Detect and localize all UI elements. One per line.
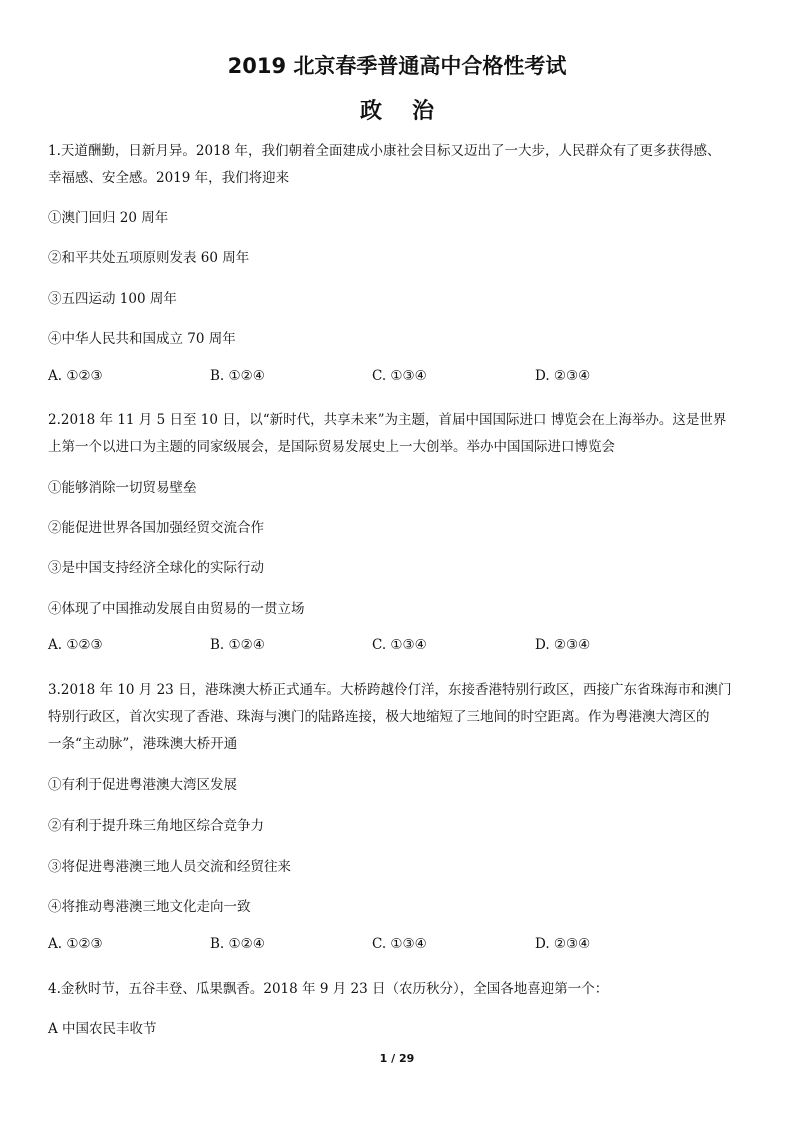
q1-option-b: B. ①②④ bbox=[210, 368, 265, 384]
q1-item-1: ①澳门回归 20 周年 bbox=[48, 210, 169, 226]
q1-option-c: C. ①③④ bbox=[372, 368, 427, 384]
q2-option-c: C. ①③④ bbox=[372, 637, 427, 653]
q2-stem-line-1: 2.2018 年 11 月 5 日至 10 日，以“新时代，共享未来”为主题，首届中国国际进口 博览会在上海举办。这是世界 bbox=[48, 412, 727, 428]
q2-item-4: ④体现了中国推动发展自由贸易的一贯立场 bbox=[48, 601, 305, 617]
q3-option-b: B. ①②④ bbox=[210, 936, 265, 952]
q3-stem-line-1: 3.2018 年 10 月 23 日，港珠澳大桥正式通车。大桥跨越伶仃洋，东接香港特别行政区，西接广东省珠海市和澳门 bbox=[48, 682, 732, 698]
q3-item-1: ①有利于促进粤港澳大湾区发展 bbox=[48, 777, 237, 793]
q2-option-d: D. ②③④ bbox=[535, 637, 591, 653]
q3-item-2: ②有利于提升珠三角地区综合竞争力 bbox=[48, 818, 264, 834]
q1-item-4: ④中华人民共和国成立 70 周年 bbox=[48, 331, 236, 347]
q2-option-a: A. ①②③ bbox=[48, 637, 103, 653]
q2-item-2: ②能促进世界各国加强经贸交流合作 bbox=[48, 520, 264, 536]
q3-option-c: C. ①③④ bbox=[372, 936, 427, 952]
q3-item-4: ④将推动粤港澳三地文化走向一致 bbox=[48, 899, 251, 915]
exam-title: 2019 北京春季普通高中合格性考试 bbox=[227, 54, 567, 78]
q1-stem-line-1: 1.天道酬勤，日新月异。2018 年，我们朝着全面建成小康社会目标又迈出了一大步，人民群众有了更多获得感、 bbox=[48, 143, 721, 159]
q3-stem-line-3: 一条“主动脉”，港珠澳大桥开通 bbox=[48, 736, 238, 752]
q1-item-2: ②和平共处五项原则发表 60 周年 bbox=[48, 250, 250, 266]
page-number: 1 / 29 bbox=[379, 1052, 415, 1065]
q2-option-b: B. ①②④ bbox=[210, 637, 265, 653]
q1-option-a: A. ①②③ bbox=[48, 368, 103, 384]
q2-item-3: ③是中国支持经济全球化的实际行动 bbox=[48, 560, 264, 576]
q4-option-a: A 中国农民丰收节 bbox=[48, 1021, 157, 1037]
q3-stem-line-2: 特别行政区，首次实现了香港、珠海与澳门的陆路连接，极大地缩短了三地间的时空距离。作为粤港澳大湾区的 bbox=[48, 709, 710, 725]
q1-item-3: ③五四运动 100 周年 bbox=[48, 291, 177, 307]
q2-stem-line-2: 上第一个以进口为主题的同家级展会，是国际贸易发展史上一大创举。举办中国国际进口博览会 bbox=[48, 439, 615, 455]
q1-option-d: D. ②③④ bbox=[535, 368, 591, 384]
q3-item-3: ③将促进粤港澳三地人员交流和经贸往来 bbox=[48, 859, 291, 875]
subject-title: 政治 bbox=[359, 99, 464, 124]
q3-option-d: D. ②③④ bbox=[535, 936, 591, 952]
q1-stem-line-2: 幸福感、安全感。2019 年，我们将迎来 bbox=[48, 170, 290, 186]
q4-stem-line-1: 4.金秋时节，五谷丰登、瓜果飘香。2018 年 9 月 23 日（农历秋分），全国各地喜迎第一个： bbox=[48, 981, 609, 997]
q3-option-a: A. ①②③ bbox=[48, 936, 103, 952]
q2-item-1: ①能够消除一切贸易壁垒 bbox=[48, 480, 197, 496]
